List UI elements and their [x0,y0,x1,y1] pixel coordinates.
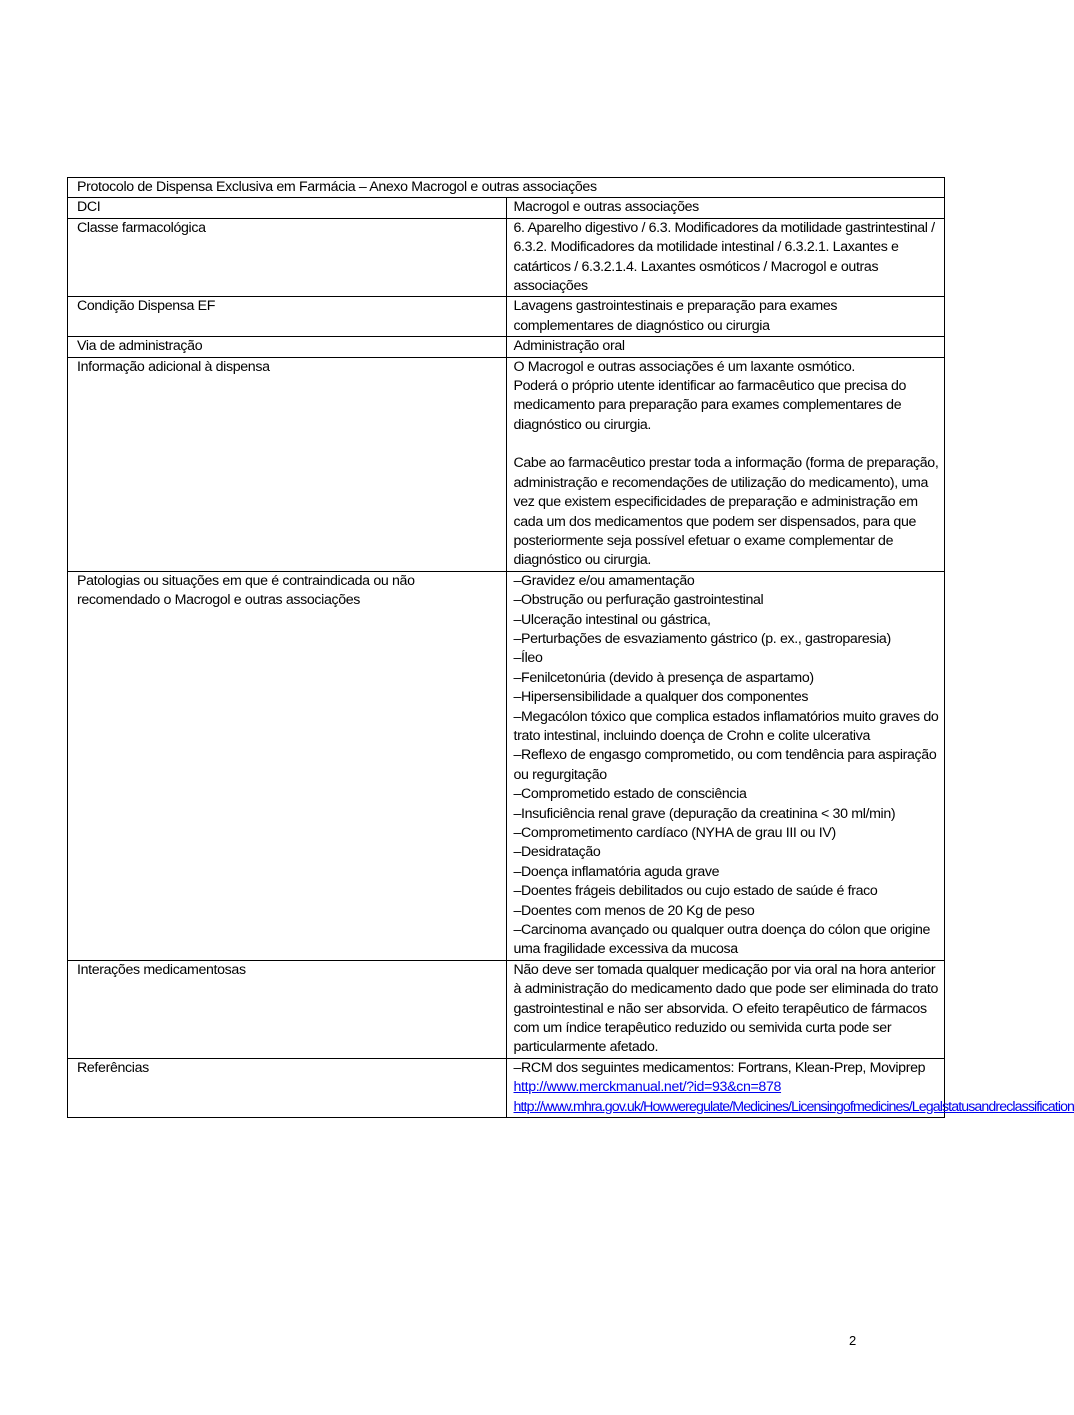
table-row-classe [68,218,945,297]
row-label-informacao: Informação adicional à dispensa [68,357,507,571]
referencias-text: –RCM dos seguintes medicamentos: Fortrans, Klean-Prep, Moviprep [513,1059,926,1076]
table-row-condicao [68,297,945,337]
table-row-interacoes [68,960,945,1058]
list-item: –Megacólon tóxico que complica estados inflamatórios muito graves do trato intestinal, incluindo doença de Crohn e colite ulcerativa [513,708,939,744]
list-item: –Reflexo de engasgo comprometido, ou com tendência para aspiração ou regurgitação [513,747,937,783]
informacao-paragraph-2: Poderá o próprio utente identificar ao farmacêutico que precisa do medicamento para preparação para exames complementares de diagnóstico ou cirurgia. [513,378,907,433]
table-row-via [68,337,945,357]
row-label-interacoes: Interações medicamentosas [68,960,507,1058]
row-value-dci: Macrogol e outras associações [506,198,945,218]
row-value-classe: 6. Aparelho digestivo / 6.3. Modificadores da motilidade gastrintestinal / 6.3.2. Modificadores da motilidade intestinal / 6.3.2.1. Laxantes e catárticos / 6.3.2.1.4. Laxantes osmóticos / Macrogol e outras associações [506,218,945,297]
list-item: –Carcinoma avançado ou qualquer outra doença do cólon que origine uma fragilidade excessiva da mucosa [513,922,931,958]
row-value-interacoes: Não deve ser tomada qualquer medicação por via oral na hora anterior à administração do medicamento dado que pode ser eliminada do trato gastrointestinal e não ser absorvida. O efeito terapêutico de fármacos com um índice terapêutico reduzido ou semivida curta pode ser particularmente afetado. [506,960,945,1058]
list-item: –Gravidez e/ou amamentação [513,572,695,589]
list-item: –Comprometimento cardíaco (NYHA de grau III ou IV) [513,825,836,841]
row-label-patologias: Patologias ou situações em que é contraindicada ou não recomendado o Macrogol e outras associações [68,571,507,960]
table-title-row [68,178,945,198]
informacao-paragraph-1: O Macrogol e outras associações é um laxante osmótico. [513,358,855,375]
list-item: –Obstrução ou perfuração gastrointestinal [513,592,764,609]
row-value-informacao [506,357,945,571]
row-value-via: Administração oral [506,337,945,357]
informacao-paragraph-3: Cabe ao farmacêutico prestar toda a informação (forma de preparação, administração e recomendações de utilização do medicamento), uma vez que existem especificidades de preparação e administração em cada um dos medicamentos que podem ser dispensados, para que posteriormente seja possível efetuar o exame complementar de diagnóstico ou cirurgia. [513,455,939,569]
row-label-classe: Classe farmacológica [68,218,507,297]
list-item: –Desidratação [513,844,601,861]
row-label-referencias: Referências [68,1058,507,1117]
list-item: –Doentes frágeis debilitados ou cujo estado de saúde é fraco [513,883,878,900]
list-item: –Hipersensibilidade a qualquer dos componentes [513,689,809,706]
table-row-dci [68,198,945,218]
list-item: –Doença inflamatória aguda grave [513,863,720,880]
list-item: –Fenilcetonúria (devido à presença de aspartamo) [513,669,814,686]
reference-link-merckmanual[interactable]: http://www.merckmanual.net/?id=93&cn=878 [513,1079,782,1096]
table-row-referencias [68,1058,945,1117]
list-item: –Ulceração intestinal ou gástrica, [513,611,711,628]
list-item: –Doentes com menos de 20 Kg de peso [513,902,755,919]
table-row-informacao [68,357,945,571]
row-value-patologias [506,571,945,960]
page-number: 2 [849,1333,857,1348]
row-label-via: Via de administração [68,337,507,357]
list-item: –Comprometido estado de consciência [513,786,747,803]
row-value-condicao: Lavagens gastrointestinais e preparação para exames complementares de diagnóstico ou cirurgia [506,297,945,337]
list-item: –Insuficiência renal grave (depuração da creatinina < 30 ml/min) [513,805,896,822]
row-value-referencias [506,1058,1074,1117]
protocol-table [67,177,1074,1118]
reference-link-mhra[interactable]: http://www.mhra.gov.uk/Howweregulate/Medicines/Licensingofmedicines/Legalstatusandreclassification [513,1098,1074,1115]
table-row-patologias [68,571,945,960]
paragraph-spacer [514,435,941,454]
list-item: –Íleo [513,650,543,667]
list-item: –Perturbações de esvaziamento gástrico (p. ex., gastroparesia) [513,630,891,647]
row-label-dci: DCI [68,198,507,218]
row-label-condicao: Condição Dispensa EF [68,297,507,337]
table-title: Protocolo de Dispensa Exclusiva em Farmácia – Anexo Macrogol e outras associações [68,178,945,198]
